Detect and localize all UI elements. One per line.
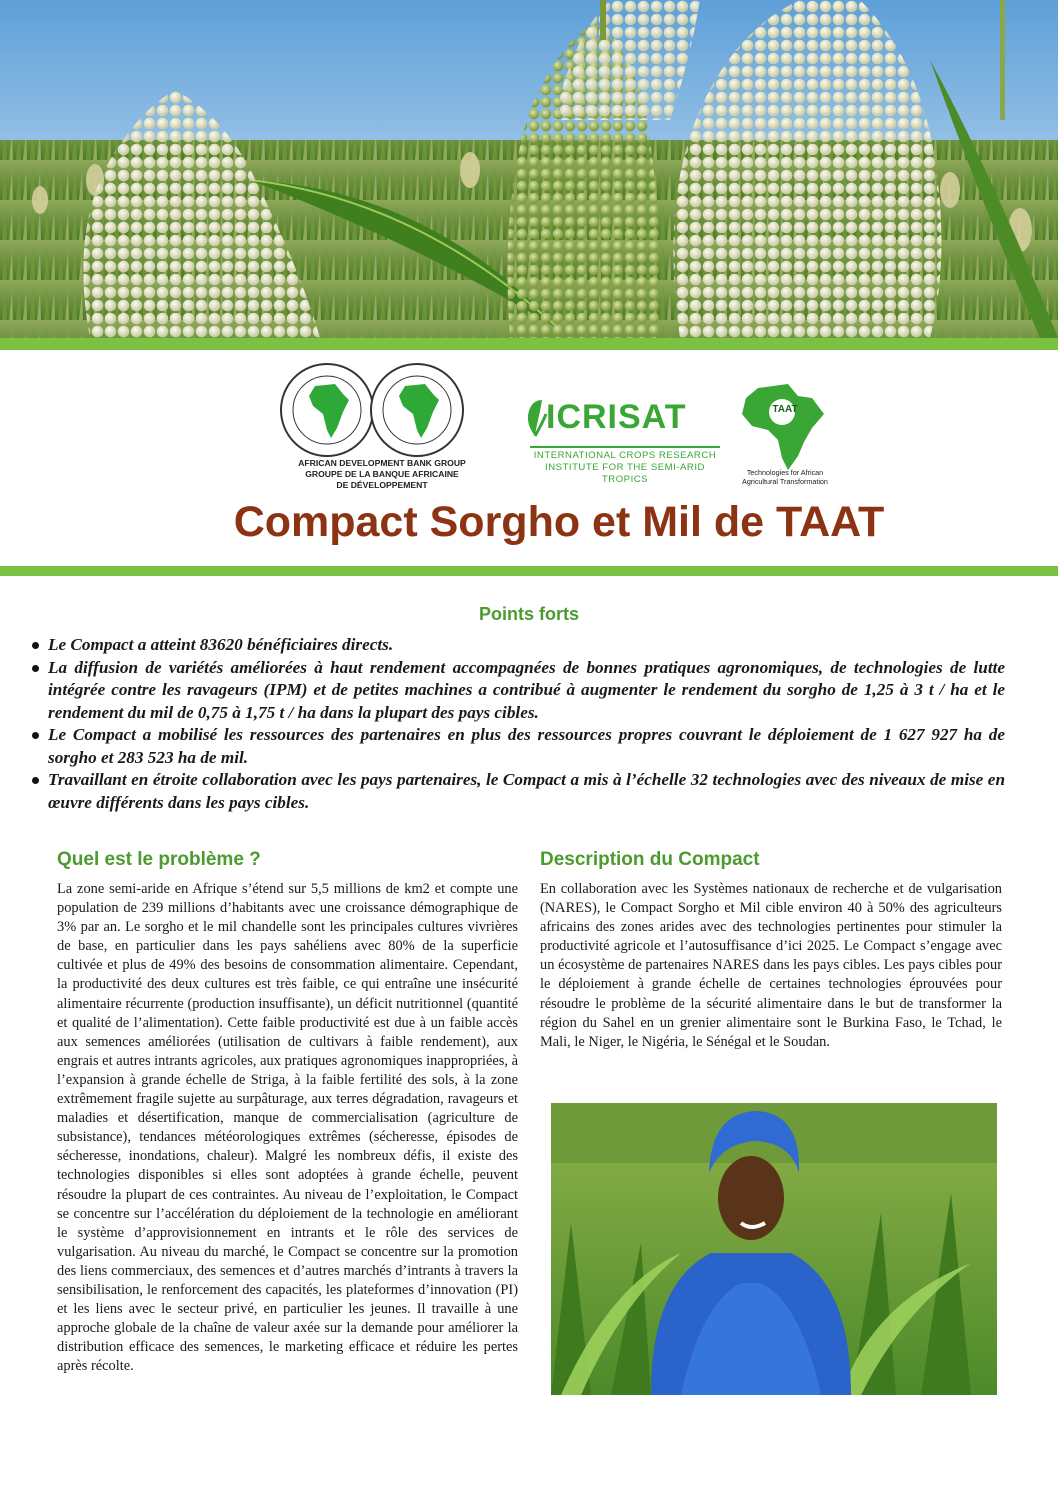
highlight-item: Travaillant en étroite collaboration avec les pays partenaires, le Compact a mis à l’échelle 32 technologies avec des niveaux de mise en œuvre différents dans les pays cibles.	[30, 769, 1005, 814]
title-green-divider	[0, 566, 1058, 576]
highlights-heading: Points forts	[478, 604, 579, 624]
afdb-caption-line-1: AFRICAN DEVELOPMENT BANK GROUP	[298, 458, 466, 468]
description-heading: Description du Compact	[540, 849, 760, 870]
sorghum-field-illustration	[0, 0, 1058, 338]
description-body: En collaboration avec les Systèmes nationaux de recherche et de vulgarisation (NARES), le Compact Sorgho et Mil cible environ 40 à 50% des agriculteurs africains des zones arides avec des technologies pertinentes pour stimuler la productivité agricole et l’autosuffisance d’ici 2025. Le Compact s’engage avec un écosystème de partenaires NARES dans les pays cibles. Les pays cibles pour le déploiement à grande échelle de certaines technologies éprouvées pour résoudre le problème de la sécurité alimentaire dans le but de transformer la région du Sahel en un grenier alimentaire sont le Burkina Faso, le Tchad, le Mali, le Niger, le Nigéria, le Sénégal et le Soudan.	[540, 881, 1002, 1050]
farmer-photo	[551, 1103, 997, 1395]
page-title: Compact Sorgho et Mil de TAAT	[233, 498, 885, 546]
taat-caption-line-1: Technologies for African	[746, 468, 824, 477]
icrisat-wordmark: ICRISAT	[546, 398, 687, 436]
icrisat-caption	[525, 450, 725, 486]
problem-heading: Quel est le problème ?	[57, 849, 261, 870]
afdb-caption	[282, 458, 482, 491]
taat-caption-line-2: Agricultural Transformation	[742, 477, 828, 486]
highlight-item: Le Compact a mobilisé les ressources des partenaires en plus des ressources propres couvrant le déploiement de 1 627 927 ha de sorgho et 283 523 ha de mil.	[30, 724, 1005, 769]
afdb-seal-logo	[277, 360, 477, 460]
icrisat-caption-line-2: INSTITUTE FOR THE SEMI-ARID TROPICS	[545, 462, 705, 485]
icrisat-rule	[530, 446, 720, 448]
taat-africa-logo	[738, 382, 830, 472]
highlight-item: Le Compact a atteint 83620 bénéficiaires directs.	[30, 634, 1005, 657]
taat-caption	[730, 468, 840, 486]
afdb-caption-line-3: DE DÉVELOPPEMENT	[336, 480, 428, 490]
icrisat-leaf-icon	[522, 398, 548, 438]
taat-wordmark: TAAT	[772, 404, 798, 415]
partner-logos	[0, 350, 1058, 500]
farmer-in-field-illustration	[551, 1103, 997, 1395]
afdb-caption-line-2: GROUPE DE LA BANQUE AFRICAINE	[305, 469, 459, 479]
top-green-divider	[0, 338, 1058, 350]
problem-body: La zone semi-aride en Afrique s’étend sur 5,5 millions de km2 et compte une population de 239 millions d’habitants avec une croissance démographique de 3% par an. Le sorgho et le mil chandelle sont les principales cultures vivrières de base, en particulier dans les pays sahéliens avec 80% de la superficie cultivée et plus de 49% des besoins de consommation alimentaire. Cependant, la productivité des deux cultures est très faible, ce qui entraîne une insécurité alimentaire récurrente (production insuffisante), un déficit nutritionnel (quantité et qualité de l’alimentation). Cette faible productivité est due à un faible accès aux semences améliorées (utilisation de cultivars à faible rendement), aux engrais et autres intrants agricoles, aux pratiques agronomiques inappropriées, à l’expansion à grande échelle de Striga, à la faible fertilité des sols, à la zone extrêmement fragile sujette au surpâturage, aux terres dégradation, ravageurs et maladies et désertification, manque de commercialisation (agriculture de subsistance), tendances météorologiques extrêmes (sécheresse, épisodes de sécheresse, inondations, chaleur). Malgré les nombreux défis, il existe des technologies disponibles si elles sont adoptées à grande échelle, peuvent résoudre la plupart de ces contraintes. Au niveau de l’exploitation, le Compact se concentre sur l’accélération du déploiement de la technologie en améliorant le système d’approvisionnement en intrants et le rôle des services de vulgarisation. Au niveau du marché, le Compact se concentre sur la promotion des liens commerciaux, des semences et d’autres marchés d’intrants à travers la sensibilisation, le renforcement des capacités, les plateformes d’innovation (PI) et les liens avec le secteur privé, en particulier les jeunes. Il travaille à une approche globale de la chaîne de valeur axée sur la demande pour améliorer la distribution efficace des semences, le marketing efficace et réduire les pertes après récolte.	[57, 881, 518, 1375]
highlights-list	[30, 634, 1005, 814]
hero-sorghum-photo	[0, 0, 1058, 338]
highlight-item: La diffusion de variétés améliorées à haut rendement accompagnées de bonnes pratiques agronomiques, de technologies de lutte intégrée contre les ravageurs (IPM) et de petites machines a contribué à augmenter le rendement du sorgho de 1,25 à 3 t / ha et le rendement du mil de 0,75 à 1,75 t / ha dans la plupart des pays cibles.	[30, 657, 1005, 725]
icrisat-caption-line-1: INTERNATIONAL CROPS RESEARCH	[533, 450, 717, 461]
